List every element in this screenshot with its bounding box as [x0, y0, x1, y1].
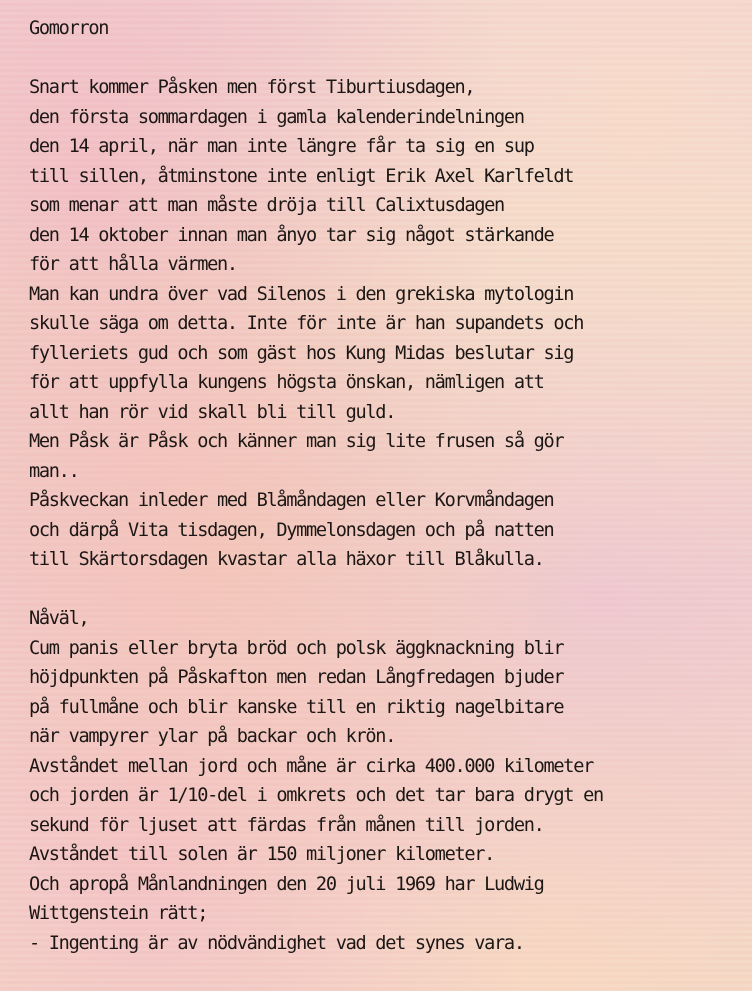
text-line: den 14 oktober innan man ånyo tar sig något stärkande — [29, 224, 554, 246]
blank-line — [29, 44, 745, 74]
text-line: den 14 april, när man inte längre får ta sig en sup — [29, 136, 534, 157]
text-line: Avståndet till solen är 150 miljoner kilometer. — [29, 844, 495, 865]
text-line: Men Påsk är Påsk och känner man sig lite frusen så gör — [29, 431, 564, 452]
text-line: Snart kommer Påsken men först Tiburtiusdagen, — [29, 77, 475, 98]
text-line: fylleriets gud och som gäst hos Kung Midas beslutar sig — [29, 342, 574, 364]
greeting-line: Gomorron — [29, 18, 109, 39]
text-line: den första sommardagen i gamla kalenderindelningen — [29, 106, 524, 128]
paragraph-2 — [29, 604, 745, 958]
text-line: sekund för ljuset att färdas från månen till jorden. — [29, 814, 544, 836]
text-line: och jorden är 1/10-del i omkrets och det tar bara drygt en — [29, 785, 603, 806]
text-line: Påskveckan inleder med Blåmåndagen eller Korvmåndagen — [29, 490, 554, 511]
text-line: höjdpunkten på Påskafton men redan Långfredagen bjuder — [29, 667, 564, 688]
text-line: för att uppfylla kungens högsta önskan, nämligen att — [29, 372, 544, 393]
text-line: Avståndet mellan jord och måne är cirka 400.000 kilometer — [29, 755, 593, 777]
text-line: när vampyrer ylar på backar och krön. — [29, 726, 396, 747]
letter-text — [29, 14, 745, 958]
text-line: Och apropå Månlandningen den 20 juli 1969 har Ludwig — [29, 873, 544, 895]
text-line: allt han rör vid skall bli till guld. — [29, 401, 396, 423]
text-line: för att hålla värmen. — [29, 254, 237, 275]
text-line: och därpå Vita tisdagen, Dymmelonsdagen och på natten — [29, 519, 554, 541]
text-line: Nåväl, — [29, 608, 89, 629]
text-line: skulle säga om detta. Inte för inte är han supandets och — [29, 313, 584, 334]
text-line: till Skärtorsdagen kvastar alla häxor till Blåkulla. — [29, 549, 544, 570]
text-line: Cum panis eller bryta bröd och polsk äggknackning blir — [29, 637, 564, 659]
text-line: - Ingenting är av nödvändighet vad det synes vara. — [29, 932, 524, 954]
text-line: på fullmåne och blir kanske till en riktig nagelbitare — [29, 696, 564, 718]
paragraph-1 — [29, 73, 745, 575]
text-line: som menar att man måste dröja till Calixtusdagen — [29, 195, 504, 216]
blank-line — [29, 575, 745, 605]
text-line: Man kan undra över vad Silenos i den grekiska mytologin — [29, 283, 574, 305]
text-line: till sillen, åtminstone inte enligt Erik Axel Karlfeldt — [29, 165, 574, 187]
text-line: man.. — [29, 460, 79, 482]
text-line: Wittgenstein rätt; — [29, 903, 208, 924]
